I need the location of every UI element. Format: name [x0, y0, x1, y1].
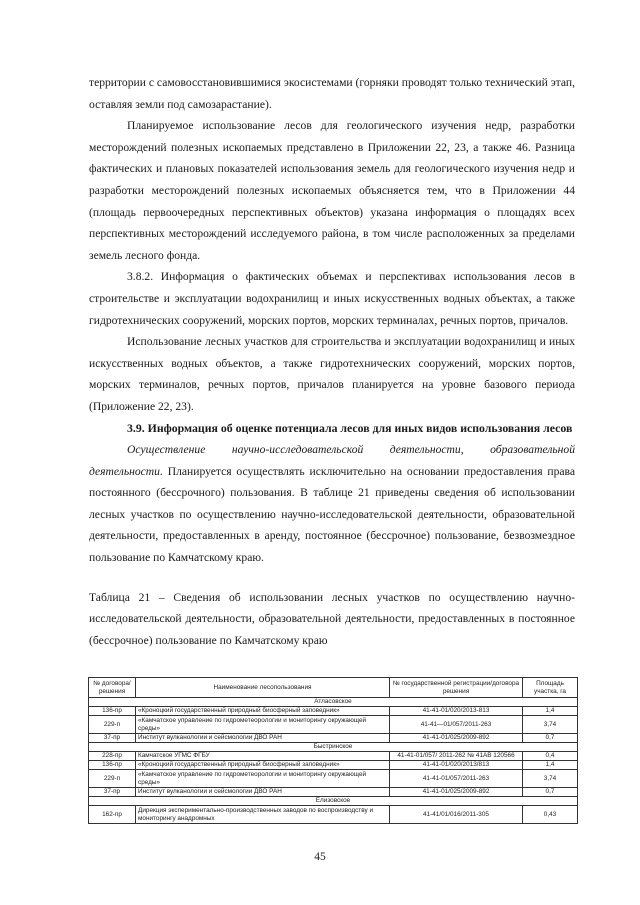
cell-name: «Камчатское управление по гидрометеорологии и мониторингу окружающей среды» — [136, 770, 390, 788]
section-heading: 3.9. Информация об оценке потенциала лесов для иных видов использования лесов — [127, 420, 573, 435]
cell-registration: 41-41-01/025/2009-892 — [390, 788, 523, 797]
cell-area: 1,4 — [523, 761, 578, 770]
table-row — [89, 770, 578, 788]
cell-area: 0,4 — [523, 752, 578, 761]
table-header-row — [89, 678, 578, 698]
region-row — [89, 797, 578, 806]
cell-name: Камчатское УГМС ФГБУ — [136, 752, 390, 761]
table-row — [89, 716, 578, 734]
region-row — [89, 698, 578, 707]
region-row — [89, 743, 578, 752]
cell-contract: 136-пр — [89, 707, 136, 716]
paragraph-5-italic: Осуществление научно-исследовательской деятельности, образовательной деятельности. — [89, 443, 575, 478]
cell-name: Дирекция экспериментально-производственных заводов по воспроизводству и мониторингу анадромных — [136, 806, 390, 824]
paragraph-3: 3.8.2. Информация о фактических объемах и перспективах использования лесов в строительстве и эксплуатации водохранилищ и иных искусственных водных объектах, а также гидротехнических сооружений, морских портов, морских терминалах, речных портов, причалов. — [89, 270, 575, 327]
table-row — [89, 734, 578, 743]
cell-registration: 41-41-01/020/2013-813 — [390, 707, 523, 716]
cell-contract: 37-пр — [89, 734, 136, 743]
table-21 — [88, 677, 578, 824]
cell-name: «Кроноцкий государственный природный биосферный заповедник» — [136, 761, 390, 770]
cell-registration: 41-41-01/057/2011-263 — [390, 770, 523, 788]
document-body — [89, 72, 575, 651]
table-row — [89, 788, 578, 797]
cell-area: 0,7 — [523, 734, 578, 743]
cell-contract: 37-пр — [89, 788, 136, 797]
paragraph-4: Использование лесных участков для строительства и эксплуатации водохранилищ и иных искусственных водных объектов, а также гидротехнических сооружений, морских портов, морских терминалов, речных портов, причалов планируется на уровне базового периода (Приложение 22, 23). — [89, 335, 575, 413]
header-area: Площадь участка, га — [523, 678, 578, 698]
cell-area: 1,4 — [523, 707, 578, 716]
table-row — [89, 752, 578, 761]
cell-contract: 136-пр — [89, 761, 136, 770]
cell-area: 0,7 — [523, 788, 578, 797]
cell-registration: 41-41-01/025/2009-892 — [390, 734, 523, 743]
cell-name: Институт вулканологии и сейсмологии ДВО РАН — [136, 788, 390, 797]
table-row — [89, 761, 578, 770]
paragraph-1: территории с самовосстановившимися экосистемами (горняки проводят только технический этап, оставляя земли под самозарастание). — [89, 76, 575, 111]
paragraph-5-text: Планируется осуществлять исключительно на основании предоставления права постоянного (бессрочного) пользования. В таблице 21 приведены сведения об использовании лесных участков по осуществлению научно-исследовательской деятельности, образовательной деятельности, предоставленных в аренду, постоянное (бессрочное) пользование, безвозмездное пользование по Камчатскому краю. — [89, 464, 575, 565]
header-name: Наименование лесопользования — [136, 678, 390, 698]
table-row — [89, 707, 578, 716]
page-number: 45 — [314, 851, 326, 863]
header-registration: № государственной регистрации/договора решения — [390, 678, 523, 698]
cell-name: «Камчатское управление по гидрометеорологии и мониторингу окружающей среды» — [136, 716, 390, 734]
region-name: Атласовское — [89, 698, 578, 707]
table-row — [89, 806, 578, 824]
paragraph-5 — [89, 439, 575, 569]
cell-contract: 229-п — [89, 770, 136, 788]
cell-area: 0,43 — [523, 806, 578, 824]
cell-contract: 229-п — [89, 716, 136, 734]
region-name: Елизовское — [89, 797, 578, 806]
paragraph-2: Планируемое использование лесов для геологического изучения недр, разработки месторождений полезных ископаемых представлено в Приложении 22, 23, а также 46. Разница фактических и плановых показателей использования земель для геологического изучения недр и разработки месторождений полезных ископаемых объясняется тем, что в Приложении 44 (площадь первоочередных перспективных объектов) указана информация о площадях всех перспективных месторождений исследуемого района, в том числе расположенных за пределами земель лесного фонда. — [89, 119, 575, 262]
cell-area: 3,74 — [523, 770, 578, 788]
region-name: Быстринское — [89, 743, 578, 752]
cell-registration: 41-41—01/057/2011-263 — [390, 716, 523, 734]
cell-name: «Кроноцкий государственный природный биосферный заповедник» — [136, 707, 390, 716]
spacer — [89, 569, 575, 587]
cell-registration: 41-41-01/020/2013/813 — [390, 761, 523, 770]
table-caption: Таблица 21 – Сведения об использовании лесных участков по осуществлению научно-исследовательской деятельности, образовательной деятельности, предоставленных в постоянное (бессрочное) пользование по Камчатскому краю — [89, 590, 575, 647]
cell-registration: 41-41-01/057/ 2011-262 № 41АВ 120566 — [390, 752, 523, 761]
cell-contract: 162-пр — [89, 806, 136, 824]
cell-contract: 228-пр — [89, 752, 136, 761]
cell-area: 3,74 — [523, 716, 578, 734]
header-contract: № договора/ решения — [89, 678, 136, 698]
cell-name: Институт вулканологии и сейсмологии ДВО РАН — [136, 734, 390, 743]
cell-registration: 41-41/01/016/2011-305 — [390, 806, 523, 824]
